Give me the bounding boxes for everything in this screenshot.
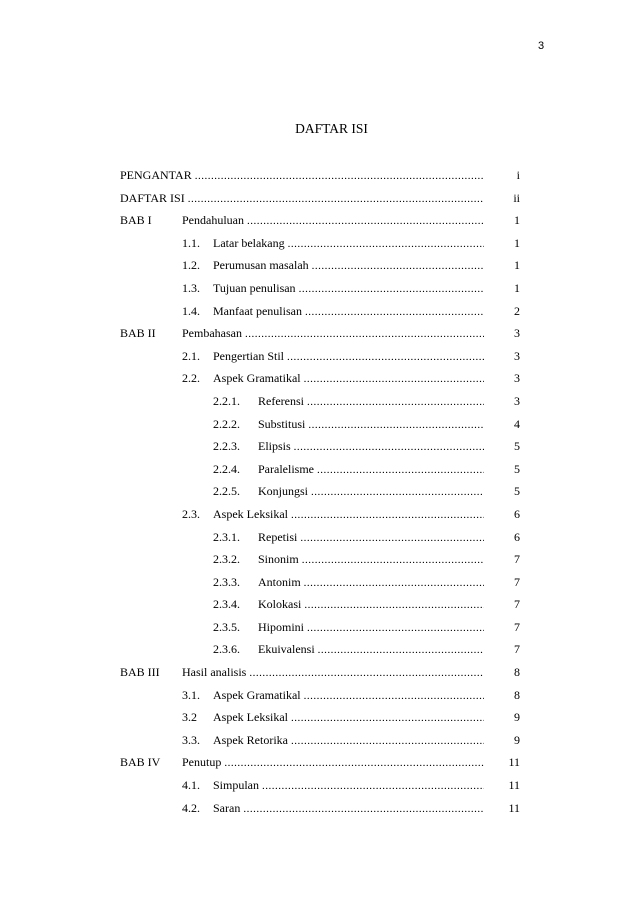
toc-page-number: 6 — [514, 506, 520, 521]
toc-entry-label: Aspek Retorika — [213, 732, 288, 747]
dot-leader — [291, 712, 484, 724]
toc-row — [120, 507, 520, 530]
toc-entry-label: Penutup — [182, 755, 222, 770]
toc-chapter-code: BAB III — [120, 665, 160, 680]
toc-entry-label: Aspek Gramatikal — [213, 687, 301, 702]
dot-leader — [311, 486, 484, 498]
toc-row — [120, 236, 520, 259]
toc-page-number: 8 — [514, 687, 520, 702]
toc-entry-label: Aspek Leksikal — [213, 506, 288, 521]
toc-section-number: 1.4. — [182, 303, 200, 318]
toc-page-number: 3 — [514, 371, 520, 386]
toc-entry-label: Referensi — [258, 393, 304, 408]
toc-chapter-code: BAB II — [120, 326, 156, 341]
toc-page-number: 2 — [514, 303, 520, 318]
toc-row — [120, 462, 520, 485]
toc-page-number: 3 — [514, 348, 520, 363]
toc-row — [120, 733, 520, 756]
toc-row — [120, 304, 520, 327]
toc-section-number: 2.3.2. — [213, 552, 240, 567]
toc-page-number: 1 — [514, 280, 520, 295]
toc-section-number: 2.2.3. — [213, 439, 240, 454]
toc-row — [120, 281, 520, 304]
toc-section-number: 2.3.4. — [213, 597, 240, 612]
toc-entry-label: Sinonim — [258, 552, 299, 567]
toc-page-number: 5 — [514, 484, 520, 499]
toc-entry-label: Perumusan masalah — [213, 258, 309, 273]
toc-section-number: 2.2.1. — [213, 393, 240, 408]
toc-row — [120, 552, 520, 575]
toc-page-number: 11 — [508, 755, 520, 770]
toc-entry-label: Hipomini — [258, 619, 305, 634]
toc-page-number: 5 — [514, 461, 520, 476]
toc-row — [120, 620, 520, 643]
toc-section-number: 2.2.5. — [213, 484, 240, 499]
toc-row — [120, 349, 520, 372]
toc-page-number: 7 — [514, 619, 520, 634]
toc-section-number: 3.2 — [182, 710, 197, 725]
toc-page-number: 7 — [514, 642, 520, 657]
toc-entry-label: Simpulan — [213, 778, 260, 793]
toc-row — [120, 801, 520, 824]
toc-page-number: 5 — [514, 439, 520, 454]
toc-page-number: 11 — [508, 778, 520, 793]
dot-leader — [299, 283, 484, 295]
toc-row — [120, 710, 520, 733]
toc-page-number: 3 — [514, 326, 520, 341]
dot-leader — [304, 577, 484, 589]
toc-row — [120, 575, 520, 598]
dot-leader — [288, 238, 484, 250]
toc-entry-label: Saran — [213, 800, 241, 815]
toc-page-number: ii — [513, 190, 520, 205]
toc-entry-label: Antonim — [258, 574, 301, 589]
toc-page-number: 4 — [514, 416, 520, 431]
toc-chapter-code: BAB IV — [120, 755, 161, 770]
toc-entry-label: Aspek Gramatikal — [213, 371, 301, 386]
dot-leader — [287, 351, 484, 363]
dot-leader — [195, 170, 484, 182]
toc-page-number: 6 — [514, 529, 520, 544]
dot-leader — [300, 532, 484, 544]
toc-entry-label: Paralelisme — [258, 461, 314, 476]
toc-row — [120, 394, 520, 417]
toc-page-number: 11 — [508, 800, 520, 815]
toc-section-number: 2.1. — [182, 348, 200, 363]
toc-row — [120, 688, 520, 711]
toc-page-number: 7 — [514, 574, 520, 589]
page-number: 3 — [538, 40, 545, 52]
dot-leader — [245, 328, 484, 340]
dot-leader — [307, 396, 484, 408]
toc-entry-label: DAFTAR ISI — [120, 190, 185, 205]
toc-row — [120, 484, 520, 507]
dot-leader — [304, 599, 484, 611]
page-title: DAFTAR ISI — [295, 121, 368, 136]
toc-section-number: 2.3.5. — [213, 619, 240, 634]
toc-section-number: 2.2. — [182, 371, 200, 386]
toc-entry-label: Latar belakang — [213, 235, 285, 250]
dot-leader — [262, 780, 484, 792]
dot-leader — [307, 622, 484, 634]
toc-section-number: 1.2. — [182, 258, 200, 273]
toc-entry-label: Manfaat penulisan — [213, 303, 302, 318]
dot-leader — [312, 260, 484, 272]
dot-leader — [308, 419, 484, 431]
toc-section-number: 3.1. — [182, 687, 200, 702]
toc-page-number: i — [516, 168, 520, 182]
toc-section-number: 2.2.4. — [213, 461, 240, 476]
toc-entry-label: Elipsis — [258, 439, 291, 454]
toc-row — [120, 168, 520, 191]
dot-leader — [302, 554, 484, 566]
toc-page-number: 1 — [514, 258, 520, 273]
dot-leader — [247, 215, 484, 227]
toc-row — [120, 191, 520, 214]
toc-entry-label: Pengertian Stil — [213, 348, 284, 363]
toc-row — [120, 417, 520, 440]
toc-section-number: 2.3.3. — [213, 574, 240, 589]
toc-row — [120, 778, 520, 801]
toc-section-number: 1.1. — [182, 235, 200, 250]
toc-section-number: 1.3. — [182, 280, 200, 295]
toc-page-number: 1 — [514, 213, 520, 228]
toc-section-number: 2.3.6. — [213, 642, 240, 657]
dot-leader — [305, 306, 484, 318]
toc-page-number: 9 — [514, 732, 520, 747]
toc-section-number: 4.2. — [182, 800, 200, 815]
dot-leader — [318, 644, 484, 656]
toc-row — [120, 326, 520, 349]
toc-row — [120, 642, 520, 665]
toc-entry-label: Pembahasan — [182, 326, 242, 341]
dot-leader — [249, 667, 484, 679]
toc-entry-label: PENGANTAR — [120, 168, 192, 182]
dot-leader — [304, 373, 484, 385]
toc-chapter-code: BAB I — [120, 213, 152, 228]
toc-row — [120, 755, 520, 778]
toc-entry-label: Ekuivalensi — [258, 642, 315, 657]
toc-entry-label: Kolokasi — [258, 597, 302, 612]
toc-section-number: 2.3.1. — [213, 529, 240, 544]
toc-page-number: 1 — [514, 235, 520, 250]
dot-leader — [294, 441, 484, 453]
toc-entry-label: Repetisi — [258, 529, 298, 544]
dot-leader — [188, 193, 484, 205]
toc-row — [120, 371, 520, 394]
toc-section-number: 2.2.2. — [213, 416, 240, 431]
toc-page-number: 9 — [514, 710, 520, 725]
toc-entry-label: Hasil analisis — [182, 665, 247, 680]
toc-entry-label: Aspek Leksikal — [213, 710, 288, 725]
dot-leader — [224, 757, 484, 769]
dot-leader — [291, 509, 484, 521]
toc-page-number: 8 — [514, 665, 520, 680]
toc-row — [120, 213, 520, 236]
toc-row — [120, 665, 520, 688]
toc-entry-label: Pendahuluan — [182, 213, 244, 228]
toc-page-number: 7 — [514, 597, 520, 612]
toc-section-number: 3.3. — [182, 732, 200, 747]
toc-row — [120, 439, 520, 462]
toc-row — [120, 530, 520, 553]
toc-row — [120, 258, 520, 281]
toc-section-number: 2.3. — [182, 506, 200, 521]
toc-page-number: 7 — [514, 552, 520, 567]
toc-entry-label: Tujuan penulisan — [213, 280, 296, 295]
toc-page-number: 3 — [514, 393, 520, 408]
toc-row — [120, 597, 520, 620]
dot-leader — [304, 690, 484, 702]
toc-section-number: 4.1. — [182, 778, 200, 793]
table-of-contents — [120, 168, 520, 823]
dot-leader — [317, 464, 484, 476]
dot-leader — [243, 803, 484, 815]
dot-leader — [291, 735, 484, 747]
toc-entry-label: Substitusi — [258, 416, 306, 431]
toc-entry-label: Konjungsi — [258, 484, 309, 499]
